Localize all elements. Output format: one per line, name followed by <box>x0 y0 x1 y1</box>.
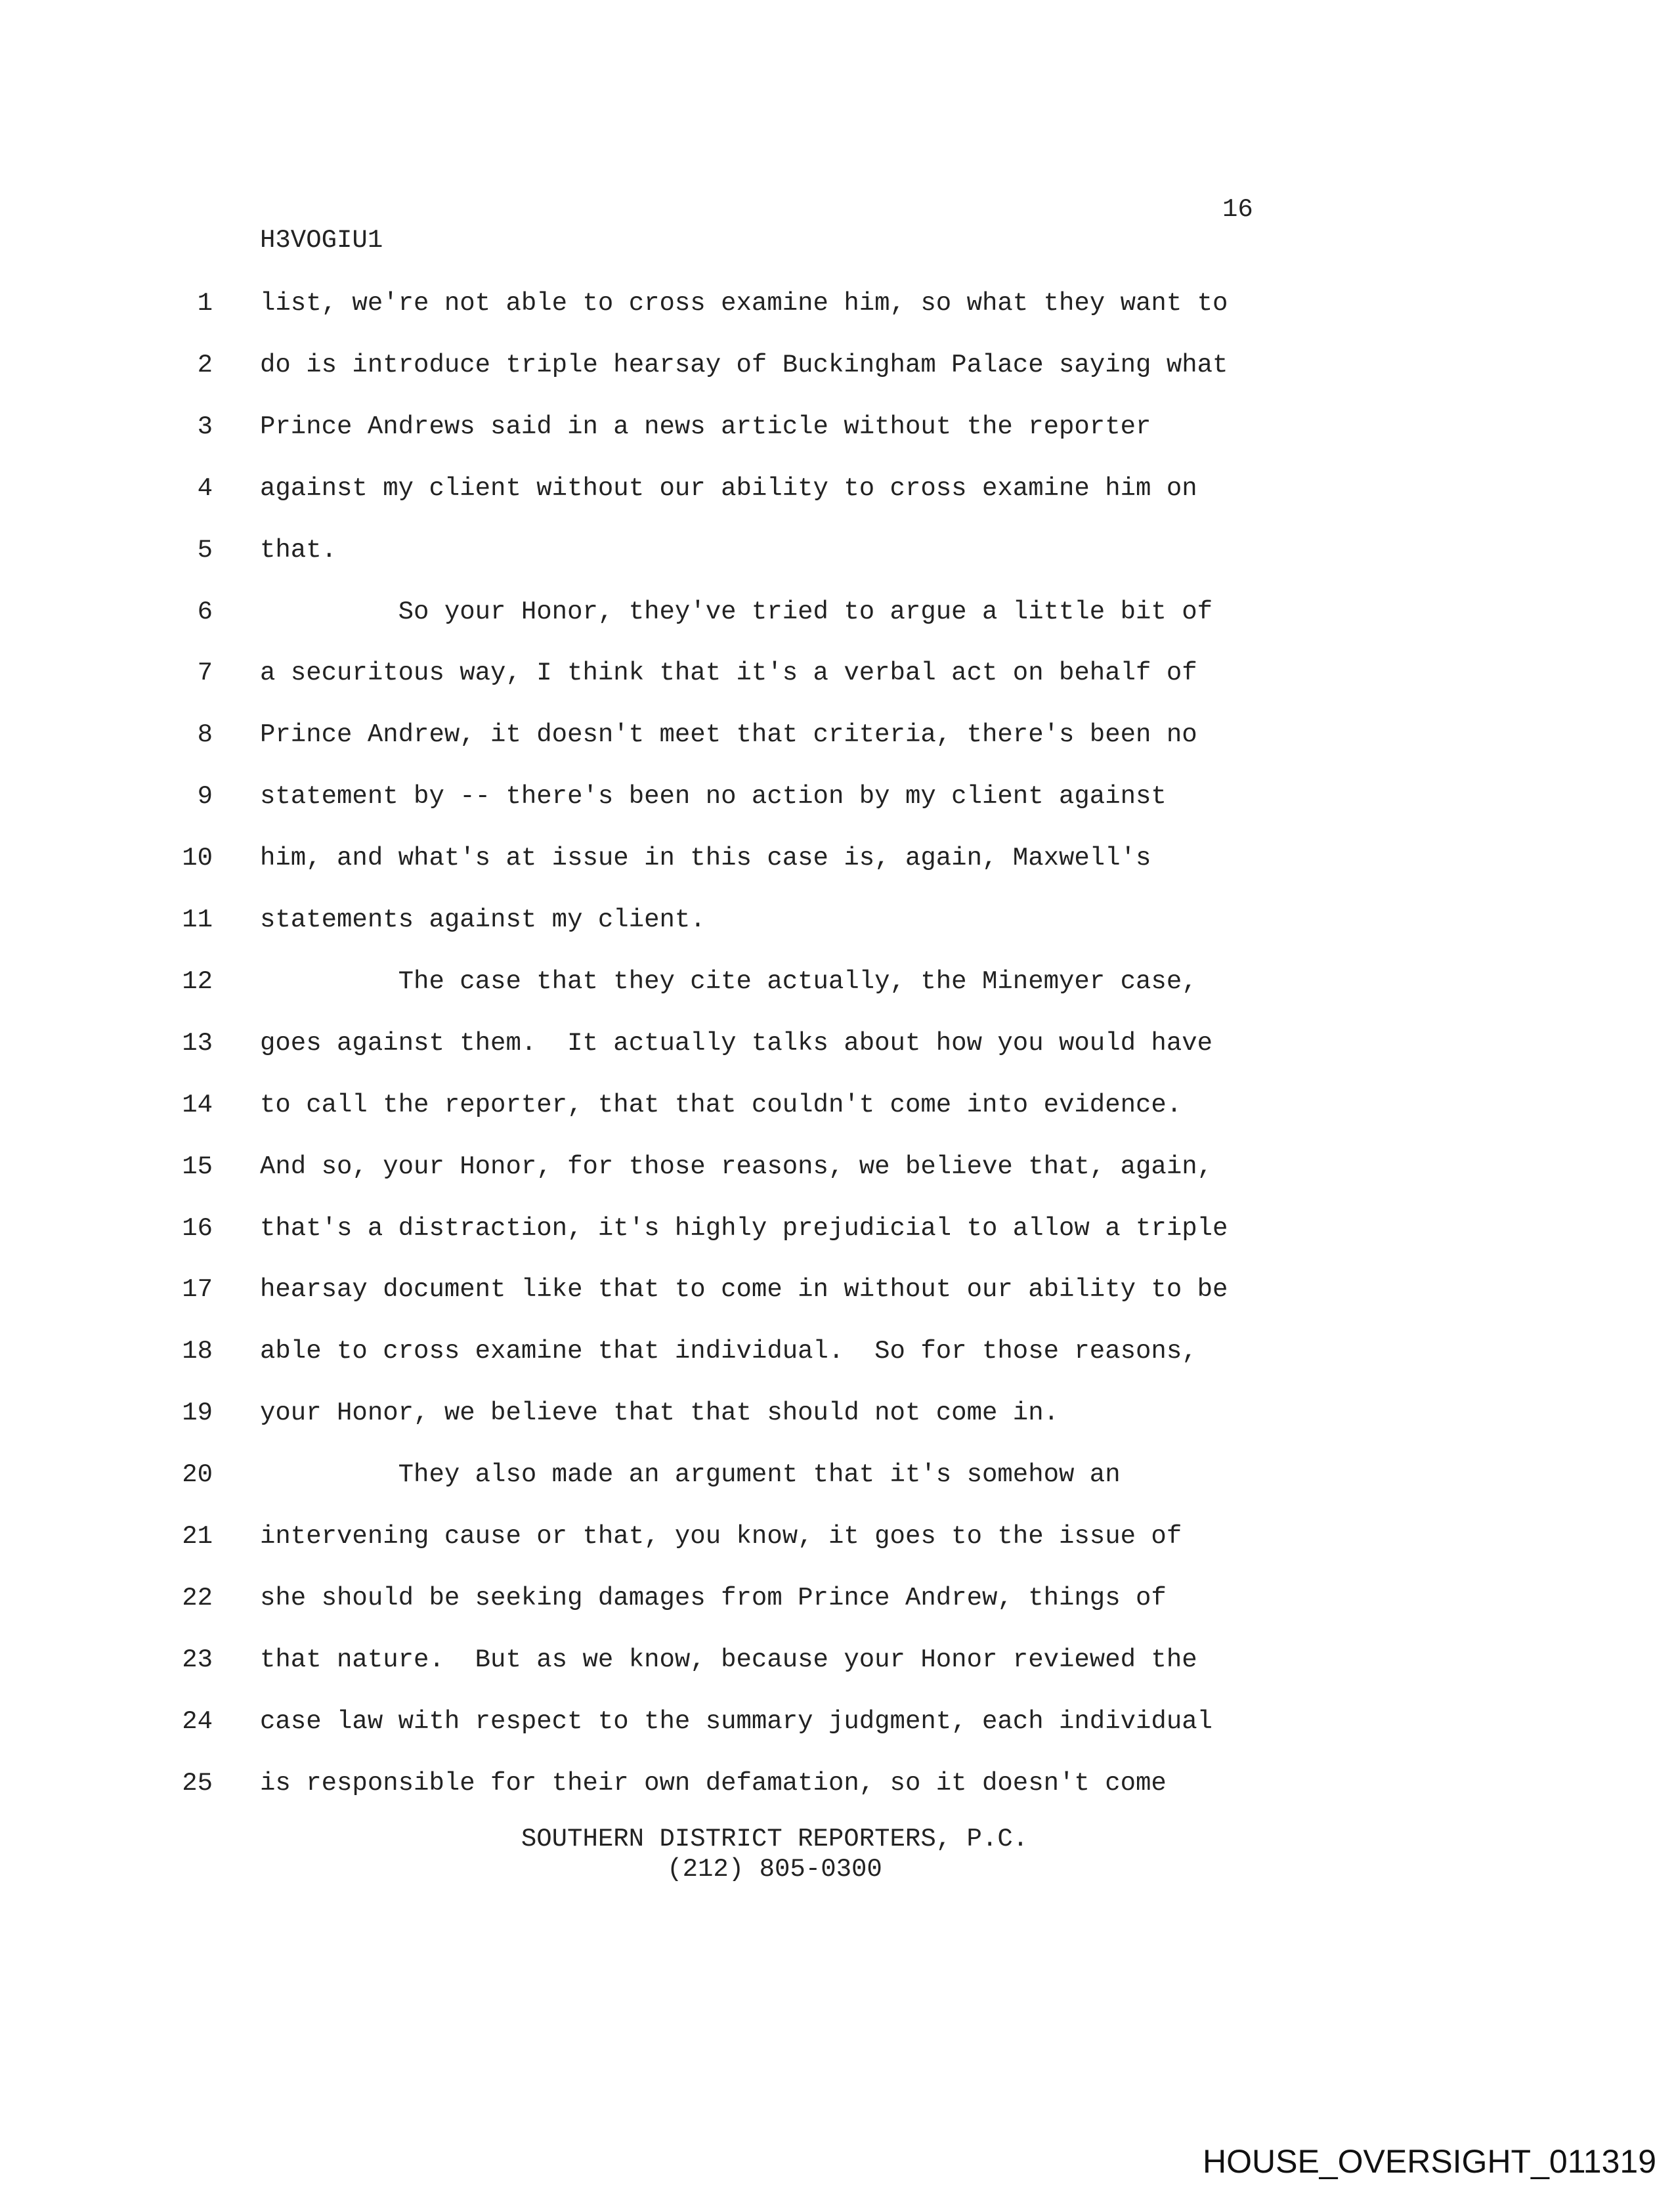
line-number: 17 <box>182 1275 213 1304</box>
line-number: 16 <box>182 1214 213 1243</box>
transcript-line <box>0 1271 1379 1308</box>
transcript-line <box>0 1580 1379 1616</box>
line-text: she should be seeking damages from Prince Andrew, things of <box>260 1584 1167 1613</box>
line-text: statements against my client. <box>260 905 706 934</box>
transcript-line <box>0 1395 1379 1431</box>
transcript-line <box>0 963 1379 1000</box>
transcript-line <box>0 408 1379 445</box>
line-text: And so, your Honor, for those reasons, we believe that, again, <box>260 1152 1213 1181</box>
transcript-line <box>0 1641 1379 1678</box>
transcript-line <box>0 716 1379 753</box>
line-number: 3 <box>197 412 213 441</box>
transcript-line <box>0 347 1379 383</box>
line-number: 12 <box>182 967 213 996</box>
line-number: 22 <box>182 1584 213 1613</box>
line-text: So your Honor, they've tried to argue a little bit of <box>260 597 1213 626</box>
line-text: statement by -- there's been no action by my client against <box>260 782 1167 811</box>
transcript-line <box>0 1025 1379 1062</box>
line-number: 25 <box>182 1769 213 1798</box>
page-number: 16 <box>1222 195 1253 224</box>
line-number: 20 <box>182 1460 213 1489</box>
transcript-line <box>0 1333 1379 1370</box>
line-number: 23 <box>182 1645 213 1674</box>
line-number: 4 <box>197 474 213 503</box>
line-text: They also made an argument that it's somehow an <box>260 1460 1121 1489</box>
line-number: 11 <box>182 905 213 934</box>
line-number: 21 <box>182 1522 213 1551</box>
transcript-line <box>0 1703 1379 1740</box>
line-number: 18 <box>182 1337 213 1366</box>
line-number: 5 <box>197 536 213 565</box>
line-text: a securitous way, I think that it's a verbal act on behalf of <box>260 659 1197 687</box>
case-id: H3VOGIU1 <box>260 226 383 255</box>
transcript-line <box>0 655 1379 691</box>
transcript-line <box>0 840 1379 877</box>
line-text: hearsay document like that to come in without our ability to be <box>260 1275 1228 1304</box>
transcript-line <box>0 285 1379 322</box>
footer-phone: (212) 805-0300 <box>667 1855 882 1884</box>
transcript-line <box>0 901 1379 938</box>
footer-company: SOUTHERN DISTRICT REPORTERS, P.C. <box>521 1825 1029 1854</box>
line-text: list, we're not able to cross examine him, so what they want to <box>260 289 1228 318</box>
line-text: Prince Andrews said in a news article without the reporter <box>260 412 1151 441</box>
line-text: that nature. But as we know, because your Honor reviewed the <box>260 1645 1197 1674</box>
line-text: goes against them. It actually talks about how you would have <box>260 1029 1213 1058</box>
line-text: The case that they cite actually, the Minemyer case, <box>260 967 1197 996</box>
line-number: 14 <box>182 1091 213 1119</box>
line-text: that. <box>260 536 337 565</box>
transcript-line <box>0 1456 1379 1493</box>
line-text: case law with respect to the summary judgment, each individual <box>260 1707 1213 1736</box>
line-text: Prince Andrew, it doesn't meet that criteria, there's been no <box>260 720 1197 749</box>
line-text: against my client without our ability to cross examine him on <box>260 474 1197 503</box>
transcript-line <box>0 1087 1379 1123</box>
transcript-line <box>0 1765 1379 1802</box>
line-number: 9 <box>197 782 213 811</box>
line-text: him, and what's at issue in this case is, again, Maxwell's <box>260 844 1151 873</box>
line-number: 10 <box>182 844 213 873</box>
transcript-line <box>0 594 1379 630</box>
transcript-line <box>0 1210 1379 1247</box>
line-text: intervening cause or that, you know, it goes to the issue of <box>260 1522 1182 1551</box>
line-text: to call the reporter, that that couldn't come into evidence. <box>260 1091 1182 1119</box>
line-text: do is introduce triple hearsay of Buckingham Palace saying what <box>260 351 1228 380</box>
line-number: 19 <box>182 1399 213 1427</box>
line-text: your Honor, we believe that that should not come in. <box>260 1399 1059 1427</box>
transcript-line <box>0 1148 1379 1185</box>
transcript-line <box>0 778 1379 815</box>
line-number: 15 <box>182 1152 213 1181</box>
line-number: 1 <box>197 289 213 318</box>
transcript-line <box>0 470 1379 507</box>
line-number: 6 <box>197 597 213 626</box>
line-text: is responsible for their own defamation, so it doesn't come <box>260 1769 1167 1798</box>
line-number: 8 <box>197 720 213 749</box>
line-number: 24 <box>182 1707 213 1736</box>
transcript-line <box>0 1518 1379 1555</box>
bates-number: HOUSE_OVERSIGHT_011319 <box>1203 2143 1657 2180</box>
line-text: that's a distraction, it's highly prejudicial to allow a triple <box>260 1214 1228 1243</box>
line-number: 2 <box>197 351 213 380</box>
line-number: 7 <box>197 659 213 687</box>
transcript-line <box>0 532 1379 569</box>
line-number: 13 <box>182 1029 213 1058</box>
line-text: able to cross examine that individual. So for those reasons, <box>260 1337 1197 1366</box>
